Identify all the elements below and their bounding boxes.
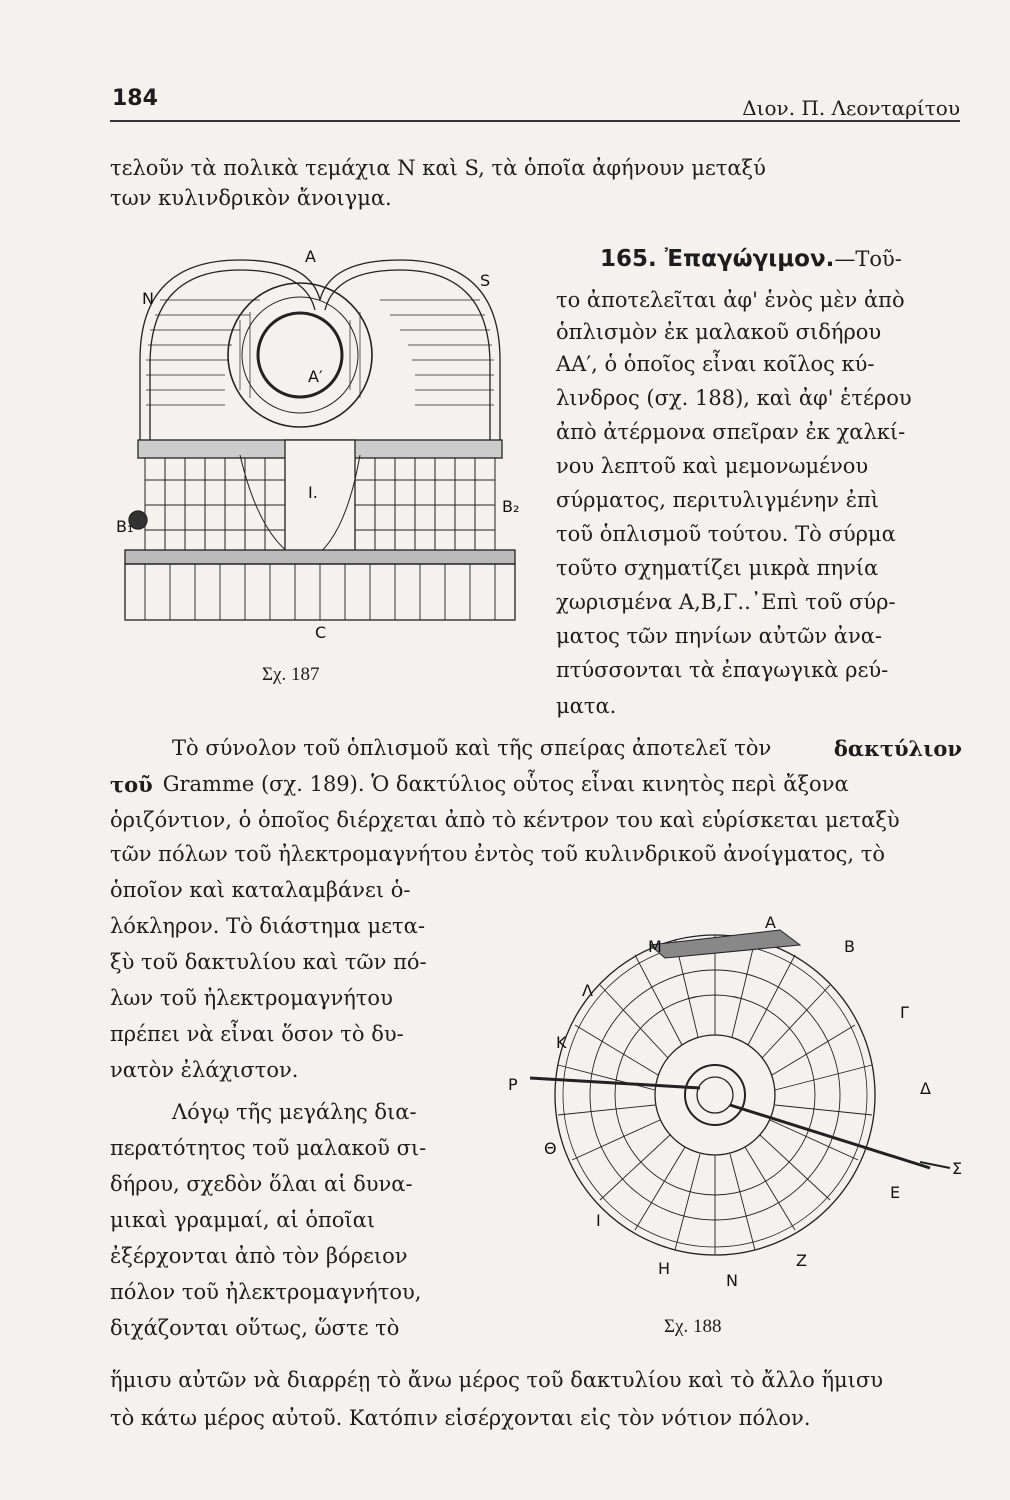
fig188-label-lambda: Λ bbox=[582, 981, 593, 1000]
figure-187-electromagnet bbox=[110, 240, 530, 660]
text-line: ὁπλισμὸν ἐκ μαλακοῦ σιδήρου bbox=[556, 320, 882, 344]
text-line: τοῦτο σχηματίζει μικρὰ πηνία bbox=[556, 556, 879, 580]
fig188-label-sigma: Σ bbox=[952, 1159, 963, 1178]
text-line: πρέπει νὰ εἶναι ὅσον τὸ δυ- bbox=[110, 1022, 404, 1046]
text-line: το ἀποτελεῖται ἀφ' ἑνὸς μὲν ἀπὸ bbox=[556, 288, 905, 312]
text-line: λόκληρον. Τὸ διάστημα μετα- bbox=[110, 914, 425, 938]
text-line: μικαὶ γραμμαί, αἱ ὁποῖαι bbox=[110, 1208, 376, 1232]
text-line: διχάζονται οὕτως, ὥστε τὸ bbox=[110, 1316, 400, 1340]
text-line: τελοῦν τὰ πολικὰ τεμάχια N καὶ S, τὰ ὁποῖα ἀφήνουν μεταξύ bbox=[110, 156, 766, 180]
text-line: δήρου, σχεδὸν ὅλαι αἱ δυνα- bbox=[110, 1172, 413, 1196]
figure-187-caption: Σχ. 187 bbox=[262, 664, 320, 685]
text-line bbox=[110, 772, 962, 797]
text-line: τὸ κάτω μέρος αὐτοῦ. Κατόπιν εἰσέρχονται εἰς τὸν νότιον πόλον. bbox=[110, 1406, 811, 1430]
text-line: νατὸν ἐλάχιστον. bbox=[110, 1058, 299, 1082]
text-line: σύρματος, περιτυλιγμένην ἐπὶ bbox=[556, 488, 880, 512]
text-line: ἐξέρχονται ἀπὸ τὸν βόρειον bbox=[110, 1244, 408, 1268]
bold-term: δακτύλιον bbox=[833, 736, 962, 761]
text-line: ξὺ τοῦ δακτυλίου καὶ τῶν πό- bbox=[110, 950, 427, 974]
fig188-label-gamma: Γ bbox=[900, 1003, 909, 1022]
text-line: AA′, ὁ ὁποῖος εἶναι κοῖλος κύ- bbox=[556, 352, 875, 376]
text-line: ὁποῖον καὶ καταλαμβάνει ὁ- bbox=[110, 878, 411, 902]
fig188-label-z: Z bbox=[796, 1251, 807, 1270]
text-line: πόλον τοῦ ἠλεκτρομαγνήτου, bbox=[110, 1280, 422, 1304]
text-line: περατότητος τοῦ μαλακοῦ σι- bbox=[110, 1136, 427, 1160]
text-line: ὁριζόντιον, ὁ ὁποῖος διέρχεται ἀπὸ τὸ κέντρον του καὶ εὑρίσκεται μεταξὺ bbox=[110, 808, 900, 832]
text-line: λων τοῦ ἠλεκτρομαγνήτου bbox=[110, 986, 393, 1010]
text-line: τοῦ ὁπλισμοῦ τούτου. Τὸ σύρμα bbox=[556, 522, 896, 546]
text-span: Gramme (σχ. 189). Ὁ δακτύλιος οὗτος εἶναι κινητὸς περὶ ἄξονα bbox=[162, 772, 849, 796]
fig188-label-m: M bbox=[648, 937, 662, 956]
text-line: ἀπὸ ἀτέρμονα σπεῖραν ἐκ χαλκί- bbox=[556, 420, 906, 444]
section-heading-rest: —Τοῦ- bbox=[834, 247, 902, 271]
header-rule bbox=[110, 120, 960, 122]
fig187-label-b1: B₁ bbox=[116, 517, 134, 536]
fig188-label-p: P bbox=[508, 1075, 518, 1094]
fig187-label-s: S bbox=[480, 271, 491, 290]
text-line: χωρισμένα A,B,Γ..᾿Επὶ τοῦ σύρ- bbox=[556, 590, 896, 614]
text-line: ματος τῶν πηνίων αὐτῶν ἀνα- bbox=[556, 624, 883, 648]
text-line: λινδρος (σχ. 188), καὶ ἀφ' ἑτέρου bbox=[556, 386, 912, 410]
bold-term: τοῦ bbox=[110, 772, 153, 797]
text-line: Λόγῳ τῆς μεγάλης δια- bbox=[172, 1100, 417, 1124]
fig188-label-a: A bbox=[765, 913, 776, 932]
text-line: ματα. bbox=[556, 694, 617, 718]
text-span: Τὸ σύνολον τοῦ ὁπλισμοῦ καὶ τῆς σπείρας ἀποτελεῖ τὸν bbox=[172, 736, 772, 760]
fig187-label-b2: B₂ bbox=[502, 497, 520, 516]
fig188-label-n: N bbox=[726, 1271, 738, 1290]
text-line: ἥμισυ αὐτῶν νὰ διαρρέῃ τὸ ἄνω μέρος τοῦ δακτυλίου καὶ τὸ ἄλλο ἥμισυ bbox=[110, 1368, 884, 1392]
fig187-label-a: A bbox=[305, 247, 316, 266]
fig188-label-e: E bbox=[890, 1183, 901, 1202]
text-line: πτύσσονται τὰ ἐπαγωγικὰ ρεύ- bbox=[556, 658, 889, 682]
fig188-label-i: I bbox=[596, 1211, 601, 1230]
fig188-label-delta: Δ bbox=[920, 1079, 931, 1098]
section-heading: 165. Ἐπαγώγιμον.—Τοῦ- bbox=[600, 246, 902, 272]
text-line: τῶν πόλων τοῦ ἠλεκτρομαγνήτου ἐντὸς τοῦ κυλινδρικοῦ ἀνοίγματος, τὸ bbox=[110, 842, 886, 866]
fig188-label-k: K bbox=[556, 1033, 567, 1052]
fig187-label-a-prime: A′ bbox=[308, 367, 323, 386]
fig187-label-n: N bbox=[142, 289, 154, 308]
fig188-label-theta: Θ bbox=[544, 1139, 557, 1158]
page-number: 184 bbox=[112, 86, 158, 111]
text-line: των κυλινδρικὸν ἄνοιγμα. bbox=[110, 186, 392, 210]
fig187-label-i: I. bbox=[308, 483, 318, 502]
fig187-label-c: C bbox=[315, 623, 327, 642]
fig188-label-h: H bbox=[658, 1259, 671, 1278]
text-line: νου λεπτοῦ καὶ μεμονωμένου bbox=[556, 454, 869, 478]
running-header-author: Διον. Π. Λεονταρίτου bbox=[742, 96, 960, 120]
figure-188-caption: Σχ. 188 bbox=[664, 1316, 722, 1337]
fig188-label-b: B bbox=[844, 937, 855, 956]
text-line bbox=[172, 736, 962, 761]
figure-188-gramme-ring bbox=[500, 900, 980, 1320]
